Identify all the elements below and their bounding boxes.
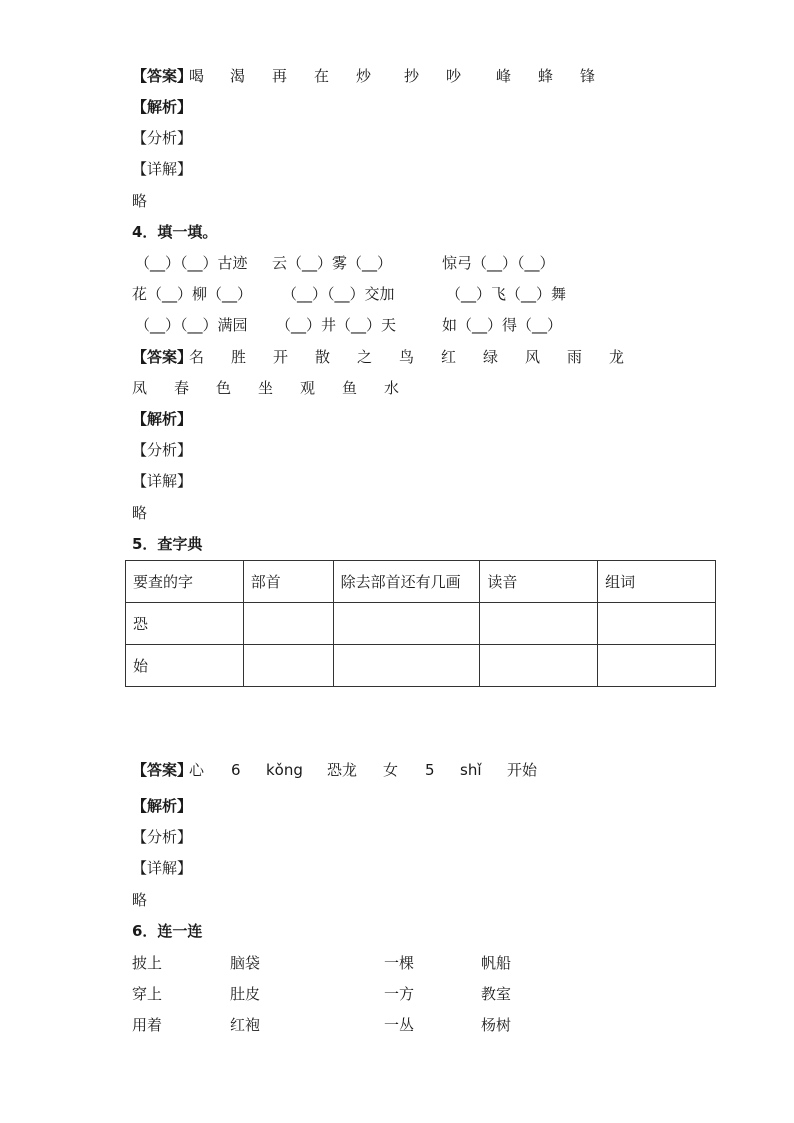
q5-title: 5．查字典 — [132, 535, 203, 553]
q4-blank-item: （__）（__）满园 — [135, 316, 248, 334]
q3-answer-word: 抄 — [404, 67, 420, 85]
q5-answer-word: 6 — [231, 761, 241, 779]
q6-word: 披上 — [132, 954, 163, 972]
table-cell — [598, 645, 716, 687]
answer-label: 【答案】 — [132, 348, 193, 366]
xiangjie-label: 【详解】 — [132, 472, 193, 490]
table-header-row — [126, 561, 716, 603]
q4-blank-item: （__）飞（__）舞 — [446, 285, 567, 303]
q5-answer-word: 心 — [189, 761, 205, 779]
q6-word: 杨树 — [481, 1016, 512, 1034]
q4-answer-word: 色 — [216, 379, 232, 397]
q4-answer-word: 水 — [384, 379, 400, 397]
fenxi-label: 【分析】 — [132, 828, 193, 846]
lue-text: 略 — [132, 192, 148, 210]
table-cell — [480, 645, 598, 687]
q4-answer-word: 鱼 — [342, 379, 358, 397]
q4-answer-word: 坐 — [258, 379, 274, 397]
table-row — [126, 603, 716, 645]
table-header-cell: 要查的字 — [126, 561, 244, 603]
q4-answer-word: 之 — [357, 348, 373, 366]
answer-label: 【答案】 — [132, 761, 193, 779]
q4-answer-word: 红 — [441, 348, 457, 366]
table-header-cell: 除去部首还有几画 — [333, 561, 480, 603]
q5-answer-word: 5 — [425, 761, 435, 779]
table-cell — [480, 603, 598, 645]
q4-title: 4．填一填。 — [132, 223, 218, 241]
q3-answer-word: 蜂 — [538, 67, 554, 85]
table-header-cell: 组词 — [598, 561, 716, 603]
q4-blank-item: （__）（__）交加 — [282, 285, 395, 303]
q4-answer-word: 开 — [273, 348, 289, 366]
q3-answer-word: 渴 — [230, 67, 246, 85]
table-header-cell: 部首 — [243, 561, 333, 603]
q6-word: 脑袋 — [230, 954, 261, 972]
q4-answer-word: 观 — [300, 379, 316, 397]
q6-word: 红袍 — [230, 1016, 261, 1034]
q3-answer-line — [132, 66, 192, 86]
q4-answer-word: 名 — [189, 348, 205, 366]
analysis-label: 【解析】 — [132, 797, 193, 815]
table-cell: 始 — [126, 645, 244, 687]
analysis-label: 【解析】 — [132, 98, 193, 116]
q4-blank-item: 如（__）得（__） — [442, 316, 563, 334]
q6-word: 帆船 — [481, 954, 512, 972]
q6-word: 一棵 — [384, 954, 415, 972]
q4-answer-word: 凤 — [132, 379, 148, 397]
q4-answer-word: 绿 — [483, 348, 499, 366]
analysis-label: 【解析】 — [132, 410, 193, 428]
q3-answer-word: 吵 — [446, 67, 462, 85]
q6-title: 6．连一连 — [132, 922, 203, 940]
q4-blank-item: （__）（__）古迹 — [135, 254, 248, 272]
q4-answer-word: 散 — [315, 348, 331, 366]
table-cell — [333, 645, 480, 687]
q5-answer-word: 开始 — [507, 761, 538, 779]
table-cell — [243, 645, 333, 687]
q4-answer-line — [132, 347, 192, 367]
fenxi-label: 【分析】 — [132, 129, 193, 147]
q3-answer-word: 再 — [272, 67, 288, 85]
q4-answer-word: 鸟 — [399, 348, 415, 366]
q4-blank-item: （__）井（__）天 — [276, 316, 397, 334]
table-cell — [598, 603, 716, 645]
q5-answer-word: 恐龙 — [327, 761, 358, 779]
q5-answer-word: kǒng — [266, 761, 303, 779]
q3-answer-word: 炒 — [356, 67, 372, 85]
q6-word: 肚皮 — [230, 985, 261, 1003]
q3-answer-word: 峰 — [496, 67, 512, 85]
q6-word: 教室 — [481, 985, 512, 1003]
q4-answer-word: 胜 — [231, 348, 247, 366]
q3-answer-word: 喝 — [189, 67, 205, 85]
q5-answer-word: shǐ — [460, 761, 482, 779]
q6-word: 一丛 — [384, 1016, 415, 1034]
q4-blank-item: 云（__）雾（__） — [272, 254, 393, 272]
q4-answer-word: 龙 — [609, 348, 625, 366]
q6-word: 用着 — [132, 1016, 163, 1034]
dictionary-table — [125, 560, 716, 687]
xiangjie-label: 【详解】 — [132, 859, 193, 877]
q4-answer-word: 风 — [525, 348, 541, 366]
table-row — [126, 645, 716, 687]
table-cell: 恐 — [126, 603, 244, 645]
q3-answer-word: 在 — [314, 67, 330, 85]
lue-text: 略 — [132, 504, 148, 522]
q5-answer-line — [132, 760, 192, 780]
xiangjie-label: 【详解】 — [132, 160, 193, 178]
q6-word: 一方 — [384, 985, 415, 1003]
q4-answer-word: 雨 — [567, 348, 583, 366]
table-header-cell: 读音 — [480, 561, 598, 603]
q4-blank-item: 花（__）柳（__） — [132, 285, 253, 303]
fenxi-label: 【分析】 — [132, 441, 193, 459]
table-cell — [243, 603, 333, 645]
q4-blank-item: 惊弓（__）（__） — [442, 254, 555, 272]
table-cell — [333, 603, 480, 645]
answer-label: 【答案】 — [132, 67, 193, 85]
q3-answer-word: 锋 — [580, 67, 596, 85]
lue-text: 略 — [132, 891, 148, 909]
q4-answer-word: 春 — [174, 379, 190, 397]
q5-answer-word: 女 — [383, 761, 399, 779]
q6-word: 穿上 — [132, 985, 163, 1003]
